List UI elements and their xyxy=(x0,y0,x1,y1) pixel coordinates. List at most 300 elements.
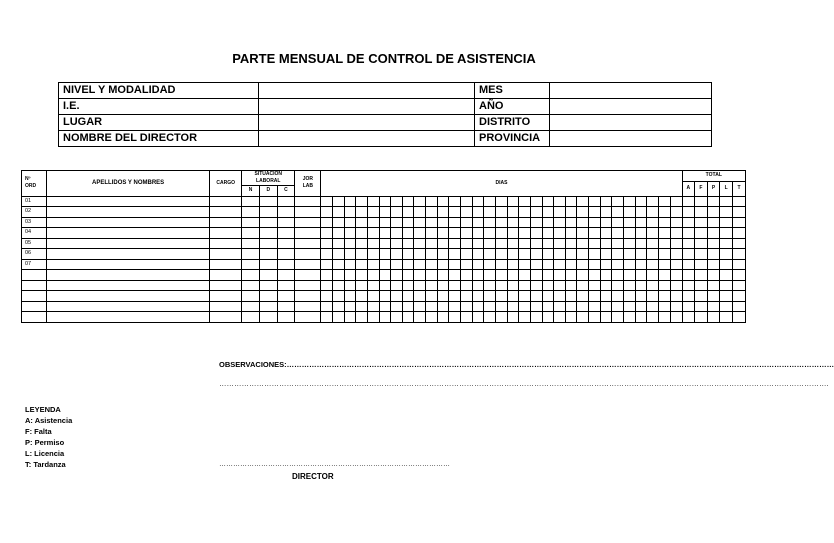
cargo-cell[interactable] xyxy=(210,259,242,270)
day-cell[interactable] xyxy=(565,301,577,312)
jornada-cell[interactable] xyxy=(295,228,321,239)
total-cell[interactable] xyxy=(682,312,695,323)
day-cell[interactable] xyxy=(356,196,368,207)
total-cell[interactable] xyxy=(720,301,733,312)
day-cell[interactable] xyxy=(461,280,473,291)
name-cell[interactable] xyxy=(47,259,210,270)
name-cell[interactable] xyxy=(47,217,210,228)
day-cell[interactable] xyxy=(356,301,368,312)
day-cell[interactable] xyxy=(402,228,414,239)
cargo-cell[interactable] xyxy=(210,301,242,312)
day-cell[interactable] xyxy=(647,270,659,281)
day-cell[interactable] xyxy=(542,280,554,291)
cargo-cell[interactable] xyxy=(210,270,242,281)
day-cell[interactable] xyxy=(379,301,391,312)
day-cell[interactable] xyxy=(554,228,566,239)
total-cell[interactable] xyxy=(732,228,745,239)
day-cell[interactable] xyxy=(658,238,670,249)
day-cell[interactable] xyxy=(495,291,507,302)
day-cell[interactable] xyxy=(356,259,368,270)
day-cell[interactable] xyxy=(670,291,682,302)
day-cell[interactable] xyxy=(484,301,496,312)
day-cell[interactable] xyxy=(554,312,566,323)
day-cell[interactable] xyxy=(414,249,426,260)
day-cell[interactable] xyxy=(507,280,519,291)
day-cell[interactable] xyxy=(495,196,507,207)
day-cell[interactable] xyxy=(391,196,403,207)
day-cell[interactable] xyxy=(635,259,647,270)
day-cell[interactable] xyxy=(624,312,636,323)
total-cell[interactable] xyxy=(720,196,733,207)
day-cell[interactable] xyxy=(530,228,542,239)
day-cell[interactable] xyxy=(600,207,612,218)
day-cell[interactable] xyxy=(507,217,519,228)
provincia-field[interactable] xyxy=(550,131,712,147)
name-cell[interactable] xyxy=(47,249,210,260)
total-cell[interactable] xyxy=(682,228,695,239)
day-cell[interactable] xyxy=(635,312,647,323)
day-cell[interactable] xyxy=(391,207,403,218)
day-cell[interactable] xyxy=(519,238,531,249)
day-cell[interactable] xyxy=(577,217,589,228)
total-cell[interactable] xyxy=(720,259,733,270)
situacion-cell[interactable] xyxy=(242,259,260,270)
day-cell[interactable] xyxy=(332,301,344,312)
day-cell[interactable] xyxy=(612,291,624,302)
day-cell[interactable] xyxy=(437,312,449,323)
day-cell[interactable] xyxy=(554,270,566,281)
day-cell[interactable] xyxy=(565,196,577,207)
day-cell[interactable] xyxy=(367,291,379,302)
day-cell[interactable] xyxy=(461,238,473,249)
situacion-cell[interactable] xyxy=(259,259,277,270)
day-cell[interactable] xyxy=(624,228,636,239)
day-cell[interactable] xyxy=(507,196,519,207)
name-cell[interactable] xyxy=(47,207,210,218)
director-name-field[interactable] xyxy=(259,131,475,147)
total-cell[interactable] xyxy=(707,301,720,312)
day-cell[interactable] xyxy=(321,249,333,260)
day-cell[interactable] xyxy=(484,196,496,207)
day-cell[interactable] xyxy=(530,238,542,249)
total-cell[interactable] xyxy=(720,312,733,323)
day-cell[interactable] xyxy=(589,259,601,270)
observaciones-line-1[interactable]: ………………………………………………………………………………………………………………………………………………………………………………………………… xyxy=(286,360,834,369)
day-cell[interactable] xyxy=(379,249,391,260)
day-cell[interactable] xyxy=(507,270,519,281)
total-cell[interactable] xyxy=(707,280,720,291)
day-cell[interactable] xyxy=(321,238,333,249)
day-cell[interactable] xyxy=(437,207,449,218)
day-cell[interactable] xyxy=(402,238,414,249)
day-cell[interactable] xyxy=(530,291,542,302)
day-cell[interactable] xyxy=(426,259,438,270)
day-cell[interactable] xyxy=(635,196,647,207)
total-cell[interactable] xyxy=(707,196,720,207)
day-cell[interactable] xyxy=(670,270,682,281)
day-cell[interactable] xyxy=(391,301,403,312)
day-cell[interactable] xyxy=(589,228,601,239)
day-cell[interactable] xyxy=(530,259,542,270)
total-cell[interactable] xyxy=(732,270,745,281)
situacion-cell[interactable] xyxy=(259,291,277,302)
name-cell[interactable] xyxy=(47,270,210,281)
situacion-cell[interactable] xyxy=(242,291,260,302)
day-cell[interactable] xyxy=(647,259,659,270)
cargo-cell[interactable] xyxy=(210,228,242,239)
situacion-cell[interactable] xyxy=(277,259,295,270)
day-cell[interactable] xyxy=(565,228,577,239)
day-cell[interactable] xyxy=(519,228,531,239)
situacion-cell[interactable] xyxy=(259,301,277,312)
day-cell[interactable] xyxy=(484,291,496,302)
jornada-cell[interactable] xyxy=(295,238,321,249)
day-cell[interactable] xyxy=(554,196,566,207)
day-cell[interactable] xyxy=(391,312,403,323)
day-cell[interactable] xyxy=(356,207,368,218)
situacion-cell[interactable] xyxy=(277,249,295,260)
day-cell[interactable] xyxy=(612,207,624,218)
ie-field[interactable] xyxy=(259,99,475,115)
day-cell[interactable] xyxy=(495,217,507,228)
day-cell[interactable] xyxy=(461,228,473,239)
day-cell[interactable] xyxy=(530,207,542,218)
day-cell[interactable] xyxy=(589,270,601,281)
day-cell[interactable] xyxy=(530,196,542,207)
day-cell[interactable] xyxy=(554,217,566,228)
day-cell[interactable] xyxy=(449,207,461,218)
day-cell[interactable] xyxy=(635,301,647,312)
anio-field[interactable] xyxy=(550,99,712,115)
situacion-cell[interactable] xyxy=(277,217,295,228)
jornada-cell[interactable] xyxy=(295,301,321,312)
day-cell[interactable] xyxy=(367,249,379,260)
total-cell[interactable] xyxy=(695,249,708,260)
day-cell[interactable] xyxy=(670,259,682,270)
day-cell[interactable] xyxy=(344,196,356,207)
cargo-cell[interactable] xyxy=(210,291,242,302)
day-cell[interactable] xyxy=(356,280,368,291)
day-cell[interactable] xyxy=(379,312,391,323)
day-cell[interactable] xyxy=(437,280,449,291)
day-cell[interactable] xyxy=(577,207,589,218)
day-cell[interactable] xyxy=(554,291,566,302)
day-cell[interactable] xyxy=(426,249,438,260)
total-cell[interactable] xyxy=(732,196,745,207)
day-cell[interactable] xyxy=(414,270,426,281)
day-cell[interactable] xyxy=(647,280,659,291)
day-cell[interactable] xyxy=(577,259,589,270)
day-cell[interactable] xyxy=(402,291,414,302)
name-cell[interactable] xyxy=(47,312,210,323)
total-cell[interactable] xyxy=(720,228,733,239)
day-cell[interactable] xyxy=(600,270,612,281)
day-cell[interactable] xyxy=(344,280,356,291)
day-cell[interactable] xyxy=(484,270,496,281)
situacion-cell[interactable] xyxy=(242,301,260,312)
day-cell[interactable] xyxy=(624,196,636,207)
day-cell[interactable] xyxy=(344,217,356,228)
total-cell[interactable] xyxy=(707,228,720,239)
day-cell[interactable] xyxy=(332,207,344,218)
day-cell[interactable] xyxy=(577,280,589,291)
situacion-cell[interactable] xyxy=(277,270,295,281)
day-cell[interactable] xyxy=(612,270,624,281)
day-cell[interactable] xyxy=(577,238,589,249)
day-cell[interactable] xyxy=(332,280,344,291)
day-cell[interactable] xyxy=(542,259,554,270)
day-cell[interactable] xyxy=(519,259,531,270)
day-cell[interactable] xyxy=(437,238,449,249)
day-cell[interactable] xyxy=(367,196,379,207)
cargo-cell[interactable] xyxy=(210,280,242,291)
situacion-cell[interactable] xyxy=(259,280,277,291)
day-cell[interactable] xyxy=(426,301,438,312)
day-cell[interactable] xyxy=(321,196,333,207)
total-cell[interactable] xyxy=(720,217,733,228)
day-cell[interactable] xyxy=(658,312,670,323)
day-cell[interactable] xyxy=(484,207,496,218)
day-cell[interactable] xyxy=(472,238,484,249)
day-cell[interactable] xyxy=(658,291,670,302)
total-cell[interactable] xyxy=(732,238,745,249)
situacion-cell[interactable] xyxy=(259,249,277,260)
day-cell[interactable] xyxy=(367,270,379,281)
day-cell[interactable] xyxy=(530,312,542,323)
day-cell[interactable] xyxy=(542,312,554,323)
day-cell[interactable] xyxy=(670,228,682,239)
day-cell[interactable] xyxy=(530,249,542,260)
day-cell[interactable] xyxy=(589,217,601,228)
day-cell[interactable] xyxy=(461,270,473,281)
situacion-cell[interactable] xyxy=(277,238,295,249)
situacion-cell[interactable] xyxy=(277,301,295,312)
day-cell[interactable] xyxy=(670,207,682,218)
day-cell[interactable] xyxy=(554,249,566,260)
cargo-cell[interactable] xyxy=(210,312,242,323)
day-cell[interactable] xyxy=(612,238,624,249)
day-cell[interactable] xyxy=(437,301,449,312)
day-cell[interactable] xyxy=(391,217,403,228)
day-cell[interactable] xyxy=(495,280,507,291)
day-cell[interactable] xyxy=(461,312,473,323)
day-cell[interactable] xyxy=(612,301,624,312)
day-cell[interactable] xyxy=(379,291,391,302)
day-cell[interactable] xyxy=(600,228,612,239)
day-cell[interactable] xyxy=(600,249,612,260)
day-cell[interactable] xyxy=(565,238,577,249)
day-cell[interactable] xyxy=(437,196,449,207)
total-cell[interactable] xyxy=(682,249,695,260)
cargo-cell[interactable] xyxy=(210,238,242,249)
day-cell[interactable] xyxy=(519,196,531,207)
situacion-cell[interactable] xyxy=(259,270,277,281)
total-cell[interactable] xyxy=(695,196,708,207)
day-cell[interactable] xyxy=(321,207,333,218)
day-cell[interactable] xyxy=(461,196,473,207)
jornada-cell[interactable] xyxy=(295,280,321,291)
mes-field[interactable] xyxy=(550,83,712,99)
day-cell[interactable] xyxy=(542,228,554,239)
total-cell[interactable] xyxy=(682,259,695,270)
day-cell[interactable] xyxy=(554,259,566,270)
day-cell[interactable] xyxy=(321,228,333,239)
day-cell[interactable] xyxy=(577,196,589,207)
total-cell[interactable] xyxy=(682,301,695,312)
day-cell[interactable] xyxy=(577,312,589,323)
day-cell[interactable] xyxy=(658,270,670,281)
total-cell[interactable] xyxy=(682,238,695,249)
day-cell[interactable] xyxy=(356,238,368,249)
day-cell[interactable] xyxy=(426,291,438,302)
total-cell[interactable] xyxy=(682,280,695,291)
day-cell[interactable] xyxy=(402,207,414,218)
day-cell[interactable] xyxy=(484,228,496,239)
day-cell[interactable] xyxy=(624,259,636,270)
day-cell[interactable] xyxy=(321,291,333,302)
day-cell[interactable] xyxy=(670,238,682,249)
day-cell[interactable] xyxy=(658,301,670,312)
situacion-cell[interactable] xyxy=(277,228,295,239)
day-cell[interactable] xyxy=(647,312,659,323)
day-cell[interactable] xyxy=(414,280,426,291)
day-cell[interactable] xyxy=(449,217,461,228)
total-cell[interactable] xyxy=(707,249,720,260)
day-cell[interactable] xyxy=(554,207,566,218)
day-cell[interactable] xyxy=(402,301,414,312)
day-cell[interactable] xyxy=(449,196,461,207)
day-cell[interactable] xyxy=(472,228,484,239)
day-cell[interactable] xyxy=(484,259,496,270)
day-cell[interactable] xyxy=(624,249,636,260)
day-cell[interactable] xyxy=(542,217,554,228)
day-cell[interactable] xyxy=(519,291,531,302)
situacion-cell[interactable] xyxy=(242,270,260,281)
total-cell[interactable] xyxy=(732,280,745,291)
day-cell[interactable] xyxy=(658,196,670,207)
day-cell[interactable] xyxy=(484,249,496,260)
situacion-cell[interactable] xyxy=(242,312,260,323)
day-cell[interactable] xyxy=(344,207,356,218)
day-cell[interactable] xyxy=(589,238,601,249)
day-cell[interactable] xyxy=(391,291,403,302)
total-cell[interactable] xyxy=(732,259,745,270)
day-cell[interactable] xyxy=(565,207,577,218)
day-cell[interactable] xyxy=(437,259,449,270)
day-cell[interactable] xyxy=(321,259,333,270)
day-cell[interactable] xyxy=(391,280,403,291)
name-cell[interactable] xyxy=(47,291,210,302)
day-cell[interactable] xyxy=(449,238,461,249)
total-cell[interactable] xyxy=(707,291,720,302)
day-cell[interactable] xyxy=(635,228,647,239)
day-cell[interactable] xyxy=(589,280,601,291)
day-cell[interactable] xyxy=(647,207,659,218)
day-cell[interactable] xyxy=(472,280,484,291)
day-cell[interactable] xyxy=(449,312,461,323)
total-cell[interactable] xyxy=(732,207,745,218)
day-cell[interactable] xyxy=(391,270,403,281)
total-cell[interactable] xyxy=(720,270,733,281)
day-cell[interactable] xyxy=(414,238,426,249)
day-cell[interactable] xyxy=(449,280,461,291)
day-cell[interactable] xyxy=(542,196,554,207)
day-cell[interactable] xyxy=(565,259,577,270)
total-cell[interactable] xyxy=(682,291,695,302)
total-cell[interactable] xyxy=(732,291,745,302)
day-cell[interactable] xyxy=(612,217,624,228)
total-cell[interactable] xyxy=(732,312,745,323)
day-cell[interactable] xyxy=(379,238,391,249)
total-cell[interactable] xyxy=(732,249,745,260)
day-cell[interactable] xyxy=(461,301,473,312)
total-cell[interactable] xyxy=(707,270,720,281)
day-cell[interactable] xyxy=(321,301,333,312)
day-cell[interactable] xyxy=(670,217,682,228)
day-cell[interactable] xyxy=(670,280,682,291)
day-cell[interactable] xyxy=(332,291,344,302)
situacion-cell[interactable] xyxy=(242,280,260,291)
day-cell[interactable] xyxy=(589,291,601,302)
day-cell[interactable] xyxy=(437,249,449,260)
day-cell[interactable] xyxy=(507,207,519,218)
day-cell[interactable] xyxy=(356,270,368,281)
day-cell[interactable] xyxy=(612,196,624,207)
day-cell[interactable] xyxy=(565,280,577,291)
day-cell[interactable] xyxy=(530,301,542,312)
day-cell[interactable] xyxy=(461,249,473,260)
day-cell[interactable] xyxy=(426,196,438,207)
day-cell[interactable] xyxy=(356,228,368,239)
situacion-cell[interactable] xyxy=(242,249,260,260)
day-cell[interactable] xyxy=(600,259,612,270)
day-cell[interactable] xyxy=(332,196,344,207)
situacion-cell[interactable] xyxy=(277,312,295,323)
day-cell[interactable] xyxy=(426,217,438,228)
day-cell[interactable] xyxy=(507,238,519,249)
day-cell[interactable] xyxy=(542,249,554,260)
jornada-cell[interactable] xyxy=(295,259,321,270)
day-cell[interactable] xyxy=(507,259,519,270)
situacion-cell[interactable] xyxy=(277,280,295,291)
cargo-cell[interactable] xyxy=(210,217,242,228)
day-cell[interactable] xyxy=(658,249,670,260)
day-cell[interactable] xyxy=(554,301,566,312)
day-cell[interactable] xyxy=(367,217,379,228)
day-cell[interactable] xyxy=(624,301,636,312)
day-cell[interactable] xyxy=(600,217,612,228)
situacion-cell[interactable] xyxy=(259,312,277,323)
day-cell[interactable] xyxy=(321,312,333,323)
day-cell[interactable] xyxy=(519,207,531,218)
observaciones-line-2[interactable]: ………………………………………………………………………………………………………………………………………………………………………………………………………………………. xyxy=(219,379,829,388)
nivel-modalidad-field[interactable] xyxy=(259,83,475,99)
situacion-cell[interactable] xyxy=(242,217,260,228)
total-cell[interactable] xyxy=(695,312,708,323)
day-cell[interactable] xyxy=(391,238,403,249)
day-cell[interactable] xyxy=(402,312,414,323)
day-cell[interactable] xyxy=(647,291,659,302)
day-cell[interactable] xyxy=(495,228,507,239)
total-cell[interactable] xyxy=(707,312,720,323)
day-cell[interactable] xyxy=(589,196,601,207)
day-cell[interactable] xyxy=(589,249,601,260)
day-cell[interactable] xyxy=(461,207,473,218)
day-cell[interactable] xyxy=(437,228,449,239)
day-cell[interactable] xyxy=(367,207,379,218)
day-cell[interactable] xyxy=(519,301,531,312)
jornada-cell[interactable] xyxy=(295,249,321,260)
